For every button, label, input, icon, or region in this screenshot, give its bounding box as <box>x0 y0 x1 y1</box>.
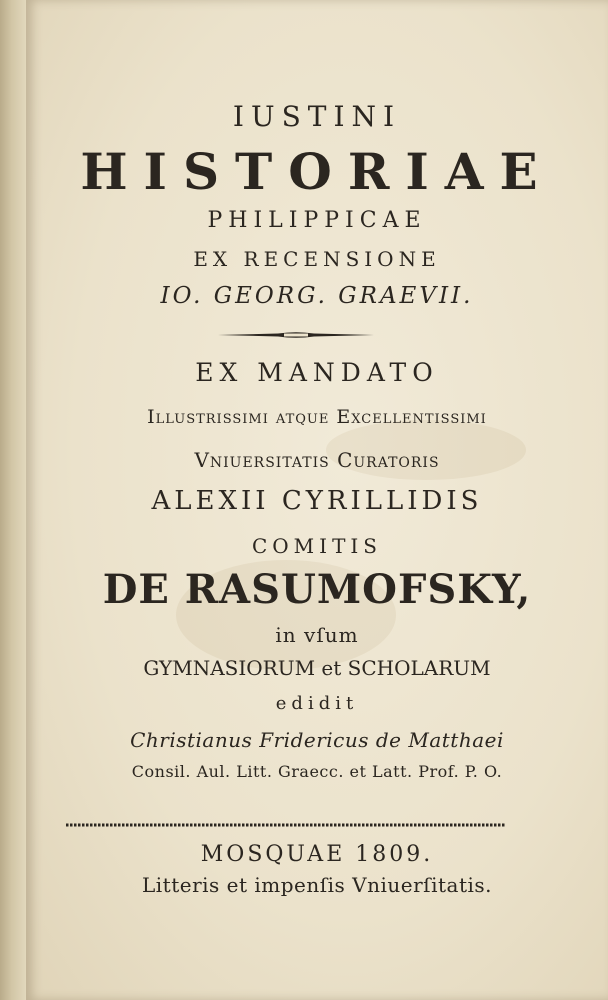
purpose-line: in vſum <box>275 623 359 647</box>
editor-graevius: IO. GEORG. GRAEVII. <box>160 283 474 309</box>
edidit-line: edidit <box>275 693 359 714</box>
subtitle: PHILIPPICAE <box>207 208 427 233</box>
patron-name: ALEXII CYRILLIDIS <box>151 486 483 516</box>
main-title: HISTORIAE <box>80 142 554 201</box>
dotted-divider <box>66 821 506 829</box>
curator-line: Vniuersitatis Curatoris <box>194 448 440 472</box>
mandate-line: EX MANDATO <box>195 358 439 387</box>
honorific-line: Illustrissimi atque Excellentissimi <box>147 406 487 428</box>
patron-title: DE RASUMOFSKY, <box>102 566 532 613</box>
author-name: IUSTINI <box>232 100 402 133</box>
imprint-publisher: Litteris et impenſis Vniuerſitatis. <box>141 873 492 897</box>
recension-line: EX RECENSIONE <box>193 247 441 271</box>
book-spine-edge <box>0 0 26 1000</box>
ornamental-rule <box>218 331 374 339</box>
imprint-place-year: MOSQUAE 1809. <box>200 842 434 867</box>
comitis-line: COMITIS <box>251 534 383 558</box>
audience-line: GYMNASIORUM et SCHOLARUM <box>143 656 491 680</box>
editor-credentials: Consil. Aul. Litt. Graecc. et Latt. Prof. P. O. <box>131 762 503 781</box>
editor-name: Christianus Fridericus de Matthaei <box>130 728 504 752</box>
